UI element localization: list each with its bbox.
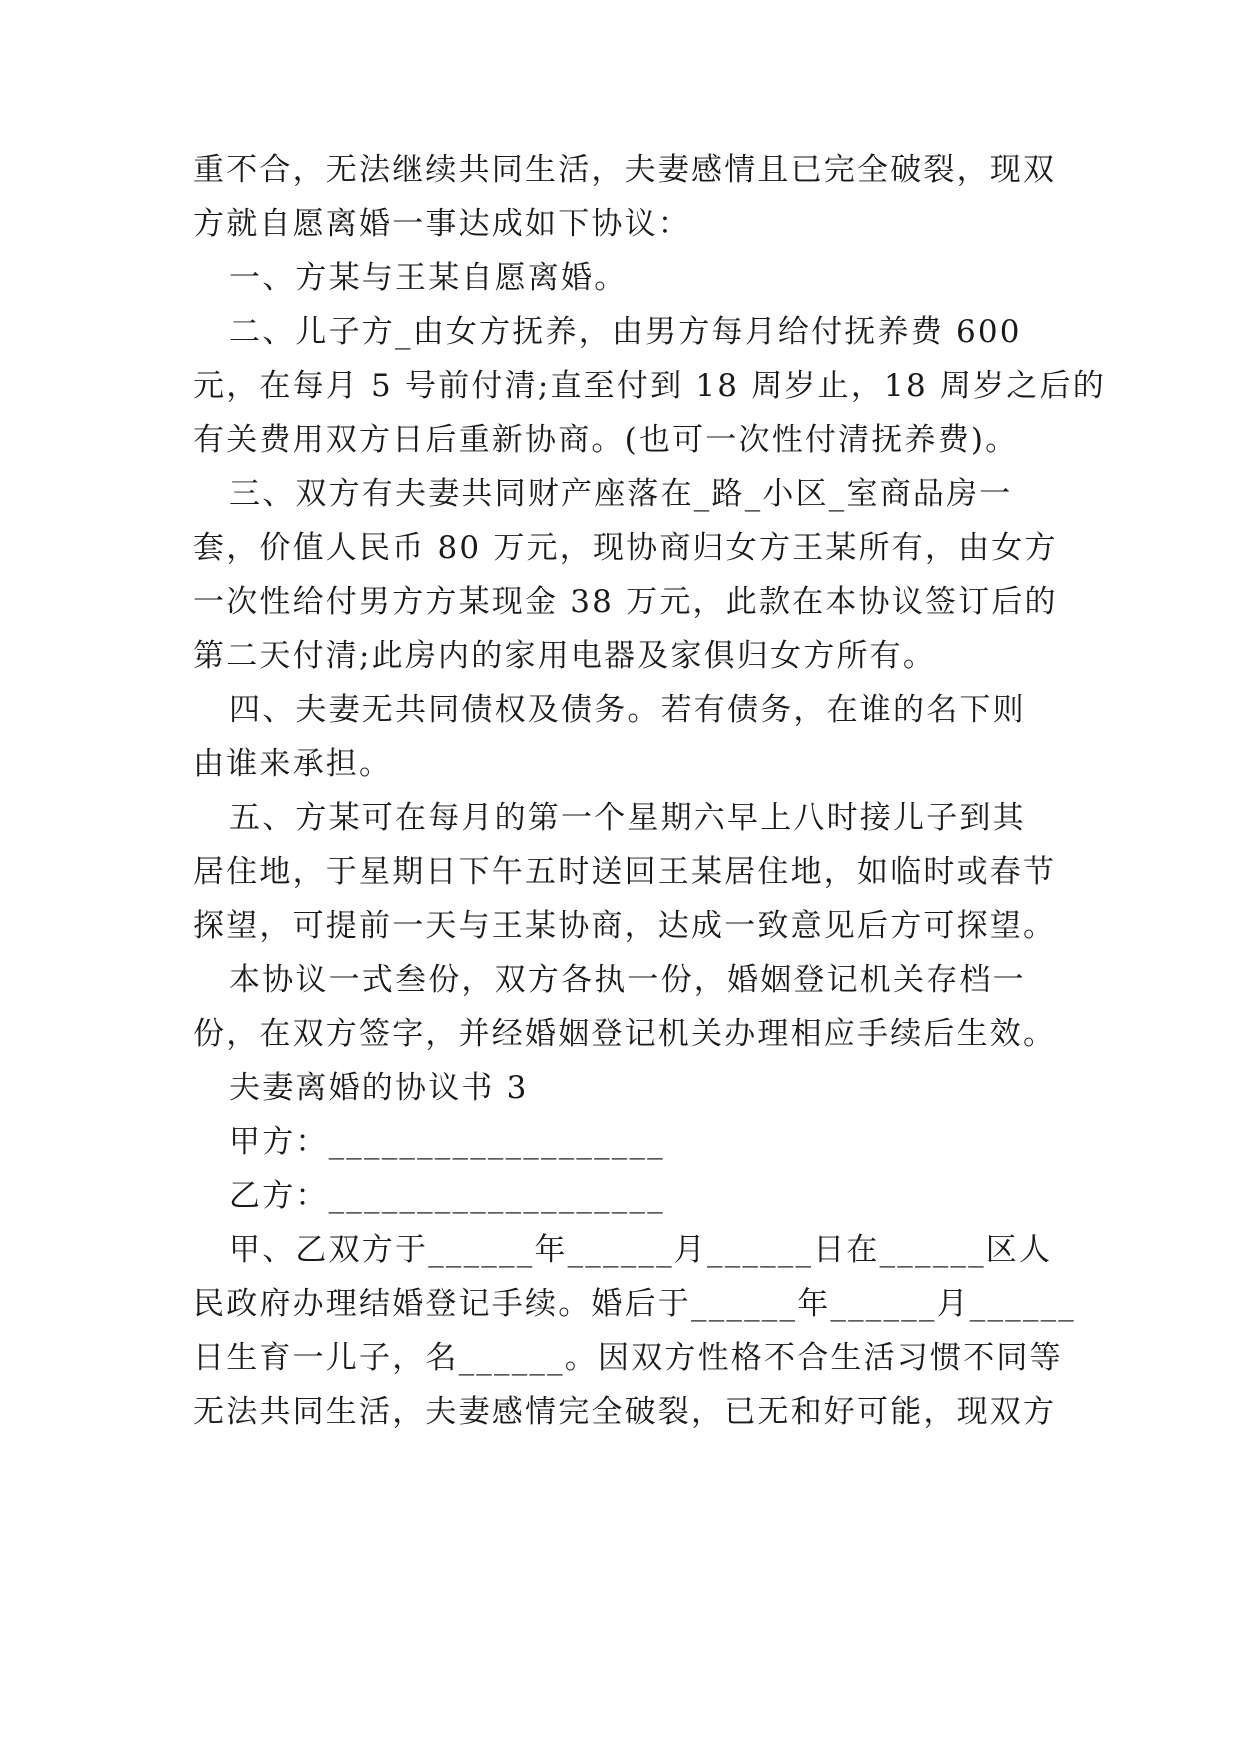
body-line: 探望，可提前一天与王某协商，达成一致意见后方可探望。 (193, 908, 1057, 944)
clause-4: 四、夫妻无共同债权及债务。若有债务，在谁的名下则 (229, 692, 1026, 728)
body-line: 方就自愿离婚一事达成如下协议： (193, 206, 691, 242)
body-line: 份，在双方签字，并经婚姻登记机关办理相应手续后生效。 (193, 1016, 1057, 1052)
body-line: 由谁来承担。 (193, 746, 393, 782)
marriage-registration-line: 甲、乙双方于______年______月______日在______区人 (229, 1232, 1053, 1268)
body-line: 第二天付清;此房内的家用电器及家俱归女方所有。 (193, 638, 937, 674)
clause-2: 二、儿子方_由女方抚养，由男方每月给付抚养费 600 (229, 314, 1022, 350)
body-line: 日生育一儿子，名______。因双方性格不合生活习惯不同等 (193, 1340, 1063, 1376)
body-line: 套，价值人民币 80 万元，现协商归女方王某所有，由女方 (193, 530, 1058, 566)
body-line: 无法共同生活，夫妻感情完全破裂，已无和好可能，现双方 (193, 1394, 1057, 1430)
closing-paragraph: 本协议一式叁份，双方各执一份，婚姻登记机关存档一 (229, 962, 1026, 998)
clause-5: 五、方某可在每月的第一个星期六早上八时接儿子到其 (229, 800, 1026, 836)
body-line: 重不合，无法继续共同生活，夫妻感情且已完全破裂，现双 (193, 152, 1057, 188)
body-line: 有关费用双方日后重新协商。(也可一次性付清抚养费)。 (193, 422, 1019, 458)
party-a-line: 甲方：___________________ (229, 1124, 665, 1160)
body-line: 民政府办理结婚登记手续。婚后于______年______月______ (193, 1286, 1076, 1322)
body-line: 元，在每月 5 号前付清;直至付到 18 周岁止，18 周岁之后的 (193, 368, 1106, 404)
clause-3: 三、双方有夫妻共同财产座落在_路_小区_室商品房一 (229, 476, 1013, 512)
party-b-line: 乙方：___________________ (229, 1178, 665, 1214)
section-title: 夫妻离婚的协议书 3 (229, 1070, 529, 1106)
body-line: 一次性给付男方方某现金 38 万元，此款在本协议签订后的 (193, 584, 1058, 620)
body-line: 居住地，于星期日下午五时送回王某居住地，如临时或春节 (193, 854, 1057, 890)
clause-1: 一、方某与王某自愿离婚。 (229, 260, 628, 296)
